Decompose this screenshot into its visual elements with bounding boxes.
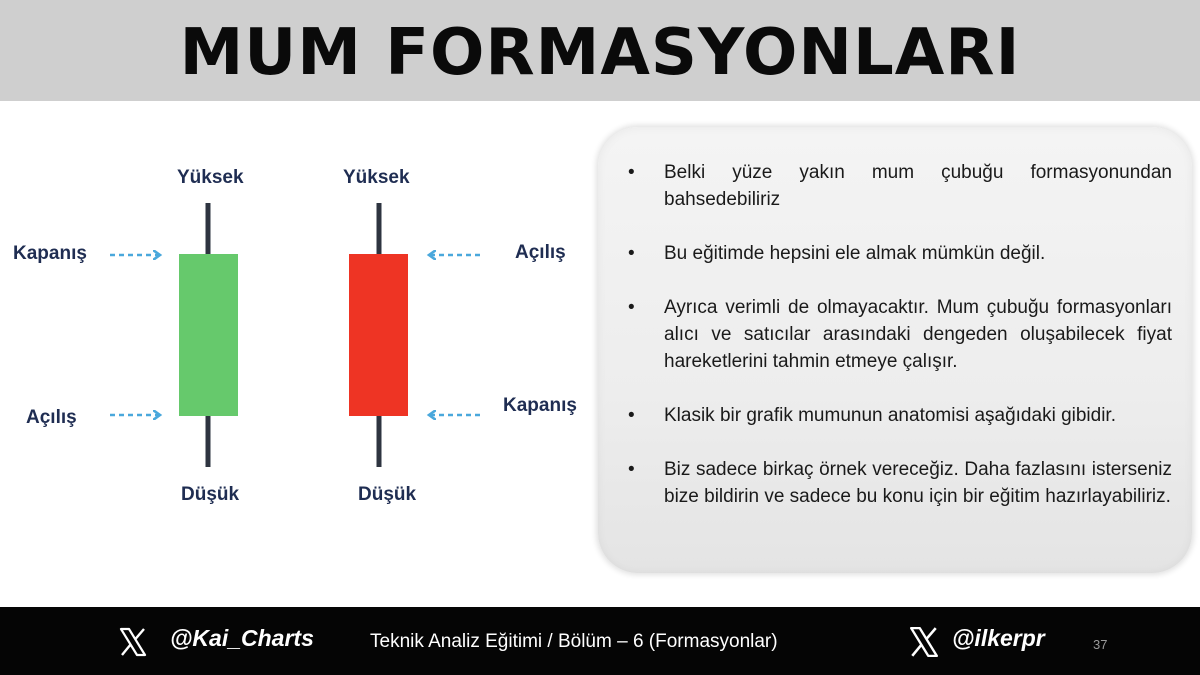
list-item bbox=[626, 456, 1172, 510]
list-item bbox=[626, 294, 1172, 375]
bearish-open-label: Açılış bbox=[515, 242, 566, 263]
bearish-candle-body bbox=[349, 254, 408, 416]
candlestick-diagram bbox=[0, 101, 600, 607]
bullet-list bbox=[626, 159, 1172, 537]
course-title: Teknik Analiz Eğitimi / Bölüm – 6 (Formasyonlar) bbox=[370, 631, 778, 652]
bullet-text: Biz sadece birkaç örnek vereceğiz. Daha fazlasını isterseniz bize bildirin ve sadece bu konu için bir eğitim hazırlayabiliriz. bbox=[664, 459, 1172, 507]
bearish-low-label: Düşük bbox=[358, 484, 417, 505]
bullet-text: Bu eğitimde hepsini ele almak mümkün değil. bbox=[664, 243, 1046, 264]
list-item bbox=[626, 240, 1172, 267]
page-title: MUM FORMASYONLARI bbox=[179, 15, 1021, 90]
footer-bar bbox=[0, 607, 1200, 675]
bullet-marker: • bbox=[628, 162, 635, 183]
title-bar bbox=[0, 0, 1200, 101]
list-item bbox=[626, 402, 1172, 429]
info-box bbox=[598, 127, 1192, 573]
bullet-marker: • bbox=[628, 405, 635, 426]
x-logo-icon[interactable] bbox=[118, 627, 148, 657]
bullet-marker: • bbox=[628, 459, 635, 480]
right-handle-link[interactable]: @ilkerpr bbox=[952, 625, 1045, 651]
left-handle-link[interactable]: @Kai_Charts bbox=[170, 625, 314, 651]
list-item bbox=[626, 159, 1172, 213]
bullet-text: Klasik bir grafik mumunun anatomisi aşağıdaki gibidir. bbox=[664, 405, 1116, 426]
bearish-close-label: Kapanış bbox=[503, 395, 577, 416]
bullish-high-label: Yüksek bbox=[177, 167, 244, 188]
bullet-text: Ayrıca verimli de olmayacaktır. Mum çubuğu formasyonları alıcı ve satıcılar arasındaki dengeden oluşabilecek fiyat hareketlerini tahmin etmeye çalışır. bbox=[664, 297, 1172, 372]
bullish-close-label: Kapanış bbox=[13, 243, 87, 264]
bullish-candle-body bbox=[179, 254, 238, 416]
page-number: 37 bbox=[1093, 637, 1108, 652]
bullet-text: Belki yüze yakın mum çubuğu formasyonundan bahsedebiliriz bbox=[664, 162, 1172, 210]
candlestick-drawing bbox=[0, 101, 600, 607]
bearish-high-label: Yüksek bbox=[343, 167, 410, 188]
x-logo-icon[interactable] bbox=[908, 626, 940, 658]
bullish-open-label: Açılış bbox=[26, 407, 77, 428]
bullet-marker: • bbox=[628, 297, 635, 318]
bullet-marker: • bbox=[628, 243, 635, 264]
bullish-low-label: Düşük bbox=[181, 484, 240, 505]
